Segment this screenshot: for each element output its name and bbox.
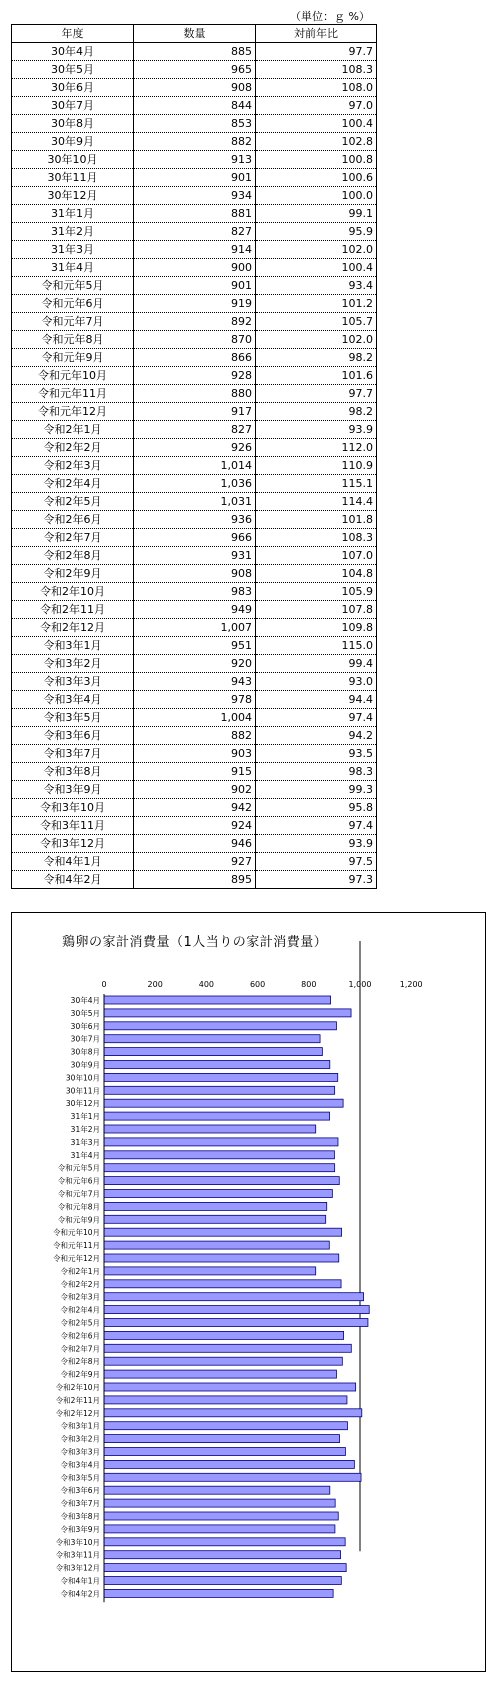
table-row <box>12 835 377 853</box>
category-label: 令和3年12月 <box>55 1563 100 1573</box>
cell-quantity: 1,007 <box>134 619 256 637</box>
x-tick-label: 0 <box>101 980 107 989</box>
cell-yoy: 99.1 <box>256 205 377 223</box>
cell-yoy: 100.0 <box>256 187 377 205</box>
table-row <box>12 457 377 475</box>
cell-yoy: 97.4 <box>256 817 377 835</box>
category-label: 令和元年7月 <box>57 1189 100 1199</box>
bar <box>104 1151 334 1159</box>
cell-period: 30年10月 <box>12 151 134 169</box>
cell-yoy: 107.0 <box>256 547 377 565</box>
category-label: 令和元年6月 <box>57 1176 100 1186</box>
cell-yoy: 108.3 <box>256 529 377 547</box>
category-label: 31年2月 <box>70 1125 100 1134</box>
category-label: 令和元年12月 <box>52 1254 100 1263</box>
category-label: 令和3年2月 <box>60 1434 100 1444</box>
cell-yoy: 110.9 <box>256 457 377 475</box>
header-yoy: 対前年比 <box>256 25 377 43</box>
cell-period: 31年3月 <box>12 241 134 259</box>
cell-quantity: 1,004 <box>134 709 256 727</box>
bar <box>104 1460 354 1468</box>
bar <box>104 1551 341 1559</box>
cell-period: 令和2年10月 <box>12 583 134 601</box>
table-row <box>12 547 377 565</box>
bar <box>104 1370 336 1378</box>
cell-period: 30年8月 <box>12 115 134 133</box>
x-tick-label: 1,000 <box>348 980 372 989</box>
bar <box>104 1486 330 1494</box>
category-label: 31年3月 <box>70 1137 100 1147</box>
cell-yoy: 102.0 <box>256 241 377 259</box>
bar <box>104 1435 340 1443</box>
cell-quantity: 931 <box>134 547 256 565</box>
category-label: 30年9月 <box>70 1060 100 1070</box>
cell-period: 令和元年9月 <box>12 349 134 367</box>
table-row <box>12 403 377 421</box>
cell-period: 令和3年6月 <box>12 727 134 745</box>
consumption-table <box>11 24 377 889</box>
bar <box>104 1499 335 1507</box>
cell-yoy: 101.2 <box>256 295 377 313</box>
table-row <box>12 313 377 331</box>
cell-yoy: 104.8 <box>256 565 377 583</box>
cell-period: 令和元年10月 <box>12 367 134 385</box>
cell-yoy: 112.0 <box>256 439 377 457</box>
bar <box>104 1202 327 1210</box>
bar <box>104 996 331 1004</box>
category-label: 令和2年6月 <box>60 1331 100 1341</box>
cell-quantity: 1,036 <box>134 475 256 493</box>
bar <box>104 1422 347 1430</box>
cell-yoy: 97.7 <box>256 43 377 61</box>
bar <box>104 1357 342 1365</box>
bar <box>104 1241 329 1249</box>
cell-quantity: 920 <box>134 655 256 673</box>
table-row <box>12 619 377 637</box>
category-label: 令和3年11月 <box>55 1550 100 1560</box>
header-quantity: 数量 <box>134 25 256 43</box>
bar <box>104 1448 345 1456</box>
cell-yoy: 99.3 <box>256 781 377 799</box>
category-label: 30年12月 <box>65 1099 100 1109</box>
category-label: 30年10月 <box>65 1073 100 1083</box>
cell-quantity: 927 <box>134 853 256 871</box>
cell-yoy: 95.9 <box>256 223 377 241</box>
cell-quantity: 949 <box>134 601 256 619</box>
table-row <box>12 295 377 313</box>
cell-quantity: 936 <box>134 511 256 529</box>
cell-quantity: 978 <box>134 691 256 709</box>
table-row <box>12 115 377 133</box>
cell-yoy: 102.0 <box>256 331 377 349</box>
bar <box>104 1512 338 1520</box>
chart-title: 鶏卵の家計消費量（1人当りの家計消費量） <box>62 935 328 950</box>
bar <box>104 1190 332 1198</box>
table-row <box>12 565 377 583</box>
cell-quantity: 880 <box>134 385 256 403</box>
table-row <box>12 673 377 691</box>
cell-period: 令和2年2月 <box>12 439 134 457</box>
cell-period: 30年12月 <box>12 187 134 205</box>
cell-period: 令和2年5月 <box>12 493 134 511</box>
chart-frame <box>11 912 486 1672</box>
cell-quantity: 926 <box>134 439 256 457</box>
bar <box>104 1164 335 1172</box>
cell-period: 令和3年10月 <box>12 799 134 817</box>
cell-yoy: 94.2 <box>256 727 377 745</box>
table-row <box>12 439 377 457</box>
category-label: 30年4月 <box>70 996 100 1005</box>
cell-quantity: 965 <box>134 61 256 79</box>
category-label: 30年7月 <box>70 1034 100 1044</box>
x-tick-label: 1,200 <box>399 980 423 989</box>
bar <box>104 1099 343 1107</box>
cell-yoy: 115.0 <box>256 637 377 655</box>
cell-quantity: 934 <box>134 187 256 205</box>
bar <box>104 1138 338 1146</box>
category-label: 令和2年9月 <box>60 1370 100 1380</box>
bar <box>104 1564 346 1572</box>
cell-period: 令和3年12月 <box>12 835 134 853</box>
table-body <box>12 43 377 889</box>
category-label: 30年11月 <box>65 1086 100 1096</box>
cell-period: 令和2年12月 <box>12 619 134 637</box>
category-label: 30年6月 <box>70 1021 100 1031</box>
table-row <box>12 871 377 889</box>
category-label: 令和2年8月 <box>60 1357 100 1367</box>
table-row <box>12 367 377 385</box>
bar <box>104 1577 341 1585</box>
table-row <box>12 637 377 655</box>
bar <box>104 1061 330 1069</box>
cell-yoy: 98.2 <box>256 403 377 421</box>
cell-quantity: 966 <box>134 529 256 547</box>
cell-yoy: 97.5 <box>256 853 377 871</box>
cell-quantity: 915 <box>134 763 256 781</box>
cell-quantity: 946 <box>134 835 256 853</box>
table-row <box>12 709 377 727</box>
table-row <box>12 277 377 295</box>
category-label: 令和2年5月 <box>60 1318 100 1328</box>
cell-quantity: 827 <box>134 421 256 439</box>
table-row <box>12 133 377 151</box>
cell-quantity: 1,031 <box>134 493 256 511</box>
cell-yoy: 95.8 <box>256 799 377 817</box>
category-label: 令和元年9月 <box>57 1215 100 1225</box>
cell-period: 令和元年5月 <box>12 277 134 295</box>
cell-quantity: 870 <box>134 331 256 349</box>
cell-yoy: 100.6 <box>256 169 377 187</box>
category-label: 令和3年3月 <box>60 1447 100 1457</box>
bar <box>104 1306 369 1314</box>
table-row <box>12 223 377 241</box>
cell-yoy: 97.7 <box>256 385 377 403</box>
cell-period: 令和3年3月 <box>12 673 134 691</box>
cell-yoy: 108.0 <box>256 79 377 97</box>
header-period: 年度 <box>12 25 134 43</box>
category-label: 令和3年4月 <box>60 1460 100 1470</box>
cell-yoy: 97.0 <box>256 97 377 115</box>
category-label: 令和4年1月 <box>60 1576 100 1586</box>
category-label: 令和3年7月 <box>60 1499 100 1509</box>
cell-yoy: 97.3 <box>256 871 377 889</box>
table-row <box>12 61 377 79</box>
category-label: 令和2年7月 <box>60 1344 100 1354</box>
category-label: 令和元年10月 <box>52 1228 100 1238</box>
cell-period: 令和元年8月 <box>12 331 134 349</box>
category-label: 令和2年10月 <box>55 1383 100 1392</box>
category-label: 令和3年8月 <box>60 1512 100 1521</box>
cell-yoy: 93.0 <box>256 673 377 691</box>
cell-quantity: 902 <box>134 781 256 799</box>
cell-yoy: 100.4 <box>256 115 377 133</box>
table-row <box>12 583 377 601</box>
cell-quantity: 881 <box>134 205 256 223</box>
table-row <box>12 349 377 367</box>
category-label: 31年4月 <box>70 1150 100 1160</box>
bar <box>104 1383 356 1391</box>
cell-quantity: 917 <box>134 403 256 421</box>
cell-quantity: 901 <box>134 169 256 187</box>
category-label: 令和2年11月 <box>55 1395 100 1405</box>
cell-quantity: 900 <box>134 259 256 277</box>
bar <box>104 1293 364 1301</box>
bar <box>104 1344 351 1352</box>
category-label: 令和3年6月 <box>60 1486 100 1496</box>
cell-yoy: 107.8 <box>256 601 377 619</box>
cell-quantity: 901 <box>134 277 256 295</box>
category-label: 令和2年2月 <box>60 1279 100 1289</box>
cell-period: 令和2年3月 <box>12 457 134 475</box>
table-row <box>12 385 377 403</box>
category-label: 令和元年5月 <box>57 1163 100 1173</box>
cell-quantity: 908 <box>134 79 256 97</box>
bar <box>104 1538 345 1546</box>
x-tick-label: 800 <box>301 980 317 989</box>
cell-yoy: 93.4 <box>256 277 377 295</box>
cell-quantity: 943 <box>134 673 256 691</box>
bar <box>104 1009 351 1017</box>
cell-yoy: 115.1 <box>256 475 377 493</box>
cell-yoy: 93.9 <box>256 835 377 853</box>
unit-note: （単位：ｇ %） <box>290 10 370 23</box>
category-label: 令和元年11月 <box>52 1241 100 1251</box>
bar <box>104 1267 316 1275</box>
table-row <box>12 529 377 547</box>
cell-period: 令和4年2月 <box>12 871 134 889</box>
table-row <box>12 493 377 511</box>
table-row <box>12 817 377 835</box>
cell-period: 令和4年1月 <box>12 853 134 871</box>
cell-period: 令和2年11月 <box>12 601 134 619</box>
table-row <box>12 259 377 277</box>
cell-period: 30年9月 <box>12 133 134 151</box>
category-label: 令和3年9月 <box>60 1524 100 1534</box>
bar <box>104 1035 320 1043</box>
cell-period: 30年11月 <box>12 169 134 187</box>
table-row <box>12 601 377 619</box>
bar <box>104 1022 336 1030</box>
category-label: 令和2年12月 <box>55 1408 100 1418</box>
cell-period: 令和2年9月 <box>12 565 134 583</box>
cell-period: 令和2年4月 <box>12 475 134 493</box>
category-label: 令和2年4月 <box>60 1305 100 1315</box>
bar <box>104 1112 330 1120</box>
bar <box>104 1331 344 1339</box>
cell-period: 令和2年1月 <box>12 421 134 439</box>
table-row <box>12 331 377 349</box>
bar <box>104 1409 362 1417</box>
cell-period: 令和元年7月 <box>12 313 134 331</box>
bar <box>104 1073 338 1081</box>
table-row <box>12 691 377 709</box>
bar <box>104 1215 326 1223</box>
cell-quantity: 844 <box>134 97 256 115</box>
table-row <box>12 745 377 763</box>
bar <box>104 1319 368 1327</box>
cell-period: 令和元年11月 <box>12 385 134 403</box>
cell-yoy: 99.4 <box>256 655 377 673</box>
cell-period: 令和2年7月 <box>12 529 134 547</box>
table-row <box>12 781 377 799</box>
cell-quantity: 908 <box>134 565 256 583</box>
table-row <box>12 79 377 97</box>
bar <box>104 1228 342 1236</box>
cell-quantity: 866 <box>134 349 256 367</box>
cell-quantity: 913 <box>134 151 256 169</box>
cell-period: 30年6月 <box>12 79 134 97</box>
table-row <box>12 727 377 745</box>
category-label: 30年8月 <box>70 1047 100 1057</box>
cell-yoy: 100.8 <box>256 151 377 169</box>
cell-period: 令和3年1月 <box>12 637 134 655</box>
cell-period: 令和3年5月 <box>12 709 134 727</box>
table-row <box>12 97 377 115</box>
table-row <box>12 475 377 493</box>
table-row <box>12 151 377 169</box>
bar <box>104 1086 335 1094</box>
cell-quantity: 914 <box>134 241 256 259</box>
cell-period: 31年2月 <box>12 223 134 241</box>
cell-yoy: 114.4 <box>256 493 377 511</box>
cell-yoy: 93.9 <box>256 421 377 439</box>
table-row <box>12 799 377 817</box>
category-label: 30年5月 <box>70 1008 100 1018</box>
cell-period: 30年7月 <box>12 97 134 115</box>
table-row <box>12 241 377 259</box>
cell-quantity: 983 <box>134 583 256 601</box>
table-row <box>12 655 377 673</box>
cell-quantity: 951 <box>134 637 256 655</box>
cell-yoy: 97.4 <box>256 709 377 727</box>
category-label: 令和2年3月 <box>60 1292 100 1302</box>
category-label: 令和2年1月 <box>60 1266 100 1276</box>
cell-period: 令和元年6月 <box>12 295 134 313</box>
cell-yoy: 102.8 <box>256 133 377 151</box>
category-label: 令和4年2月 <box>60 1589 100 1599</box>
category-label: 31年1月 <box>70 1112 100 1122</box>
category-label: 令和3年5月 <box>60 1473 100 1483</box>
bar <box>104 1473 361 1481</box>
cell-yoy: 100.4 <box>256 259 377 277</box>
cell-period: 令和元年12月 <box>12 403 134 421</box>
table-row <box>12 763 377 781</box>
cell-period: 30年5月 <box>12 61 134 79</box>
cell-period: 令和3年4月 <box>12 691 134 709</box>
cell-quantity: 924 <box>134 817 256 835</box>
cell-period: 令和3年9月 <box>12 781 134 799</box>
cell-period: 令和2年6月 <box>12 511 134 529</box>
x-tick-label: 600 <box>249 980 266 989</box>
cell-period: 令和3年7月 <box>12 745 134 763</box>
cell-period: 31年1月 <box>12 205 134 223</box>
table-row <box>12 43 377 61</box>
cell-yoy: 109.8 <box>256 619 377 637</box>
bar <box>104 1177 339 1185</box>
cell-quantity: 1,014 <box>134 457 256 475</box>
cell-quantity: 928 <box>134 367 256 385</box>
bar <box>104 1396 347 1404</box>
cell-quantity: 942 <box>134 799 256 817</box>
cell-yoy: 101.6 <box>256 367 377 385</box>
x-tick-label: 400 <box>198 980 215 989</box>
cell-yoy: 105.9 <box>256 583 377 601</box>
cell-period: 31年4月 <box>12 259 134 277</box>
cell-quantity: 882 <box>134 133 256 151</box>
cell-quantity: 895 <box>134 871 256 889</box>
cell-quantity: 885 <box>134 43 256 61</box>
cell-yoy: 94.4 <box>256 691 377 709</box>
cell-yoy: 93.5 <box>256 745 377 763</box>
cell-yoy: 108.3 <box>256 61 377 79</box>
category-label: 令和元年8月 <box>57 1202 100 1212</box>
table-row <box>12 187 377 205</box>
table-row <box>12 421 377 439</box>
cell-yoy: 98.3 <box>256 763 377 781</box>
table-row <box>12 205 377 223</box>
cell-period: 令和3年11月 <box>12 817 134 835</box>
table-row <box>12 511 377 529</box>
cell-yoy: 101.8 <box>256 511 377 529</box>
cell-quantity: 903 <box>134 745 256 763</box>
bar <box>104 1048 322 1056</box>
x-tick-label: 200 <box>147 980 163 989</box>
bar <box>104 1589 333 1597</box>
cell-quantity: 919 <box>134 295 256 313</box>
category-label: 令和3年1月 <box>60 1421 100 1431</box>
category-label: 令和3年10月 <box>55 1537 100 1547</box>
cell-quantity: 853 <box>134 115 256 133</box>
cell-yoy: 98.2 <box>256 349 377 367</box>
cell-quantity: 892 <box>134 313 256 331</box>
cell-quantity: 882 <box>134 727 256 745</box>
bar-chart <box>12 913 485 1671</box>
cell-period: 令和3年8月 <box>12 763 134 781</box>
cell-period: 令和3年2月 <box>12 655 134 673</box>
cell-quantity: 827 <box>134 223 256 241</box>
bar <box>104 1254 339 1262</box>
table-row <box>12 853 377 871</box>
bar <box>104 1125 316 1133</box>
cell-yoy: 105.7 <box>256 313 377 331</box>
table-header-row <box>12 25 377 43</box>
bar <box>104 1280 341 1288</box>
cell-period: 令和2年8月 <box>12 547 134 565</box>
bar <box>104 1525 335 1533</box>
cell-period: 30年4月 <box>12 43 134 61</box>
table-row <box>12 169 377 187</box>
